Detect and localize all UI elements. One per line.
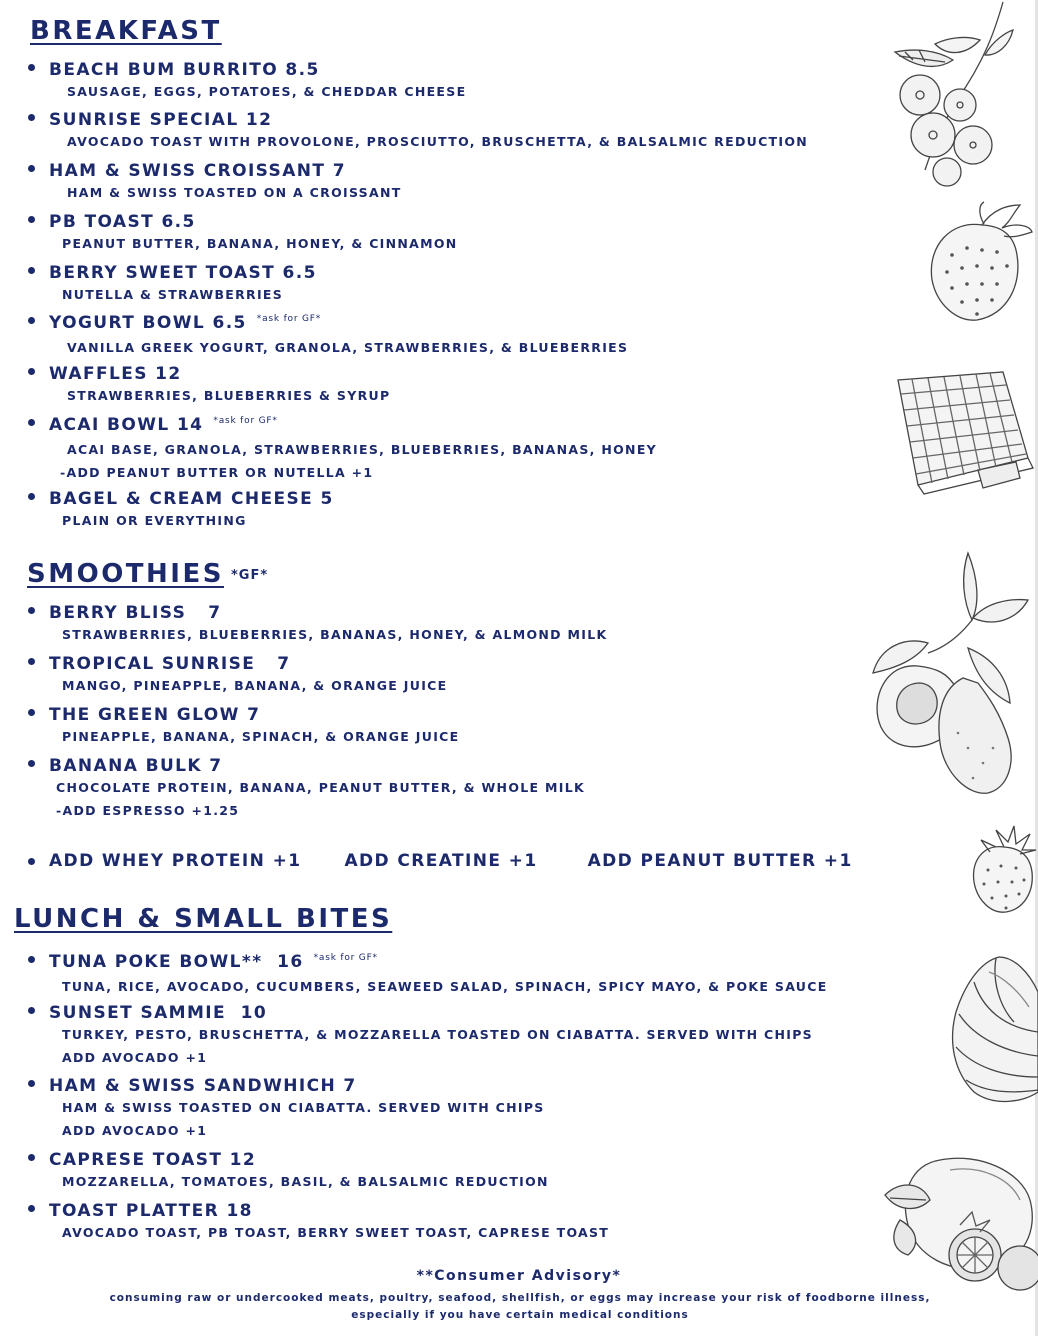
item-desc: VANILLA GREEK YOGURT, GRANOLA, STRAWBERRIES, & BLUEBERRIES (67, 340, 629, 355)
item-desc: HAM & SWISS TOASTED ON A CROISSANT (67, 185, 402, 200)
bullet-icon (28, 114, 35, 121)
item-title: SUNSET SAMMIE 10 (49, 1003, 268, 1023)
item-title: THE GREEN GLOW 7 (49, 705, 261, 725)
bullet-icon (28, 858, 35, 865)
item-title: BEACH BUM BURRITO 8.5 (49, 60, 320, 80)
item-title: CAPRESE TOAST 12 (49, 1150, 257, 1170)
bullet-icon (28, 368, 35, 375)
bullet-icon (28, 64, 35, 71)
strawberry-small-icon (966, 822, 1038, 916)
menu-item (28, 364, 390, 407)
item-desc: STRAWBERRIES, BLUEBERRIES, BANANAS, HONEY, & ALMOND MILK (62, 627, 608, 642)
lunch-heading: LUNCH & SMALL BITES (14, 904, 393, 934)
menu-item (28, 705, 459, 748)
item-title: BANANA BULK 7 (49, 756, 223, 776)
item-desc: TURKEY, PESTO, BRUSCHETTA, & MOZZARELLA TOASTED ON CIABATTA. SERVED WITH CHIPS (62, 1027, 813, 1042)
menu-item (28, 60, 466, 103)
menu-item (28, 161, 402, 204)
smoothies-gf-tag: *GF* (231, 568, 269, 583)
addon-peanut-butter: ADD PEANUT BUTTER +1 (587, 851, 853, 871)
addon-creatine: ADD CREATINE +1 (344, 851, 538, 871)
menu-item (28, 603, 607, 646)
gf-note: *ask for GF* (313, 953, 378, 963)
item-desc-addon: -ADD PEANUT BUTTER OR NUTELLA +1 (60, 465, 374, 480)
bullet-icon (28, 165, 35, 172)
smoothies-heading: SMOOTHIES (27, 559, 224, 589)
item-desc: SAUSAGE, EGGS, POTATOES, & CHEDDAR CHEESE (67, 84, 467, 99)
waffle-icon (888, 370, 1038, 500)
caprese-icon (880, 1150, 1038, 1300)
bullet-icon (28, 709, 35, 716)
item-desc: PEANUT BUTTER, BANANA, HONEY, & CINNAMON (62, 236, 458, 251)
item-desc: HAM & SWISS TOASTED ON CIABATTA. SERVED WITH CHIPS (62, 1100, 545, 1115)
bullet-icon (28, 267, 35, 274)
item-title: TROPICAL SUNRISE 7 (49, 654, 291, 674)
item-desc: ACAI BASE, GRANOLA, STRAWBERRIES, BLUEBERRIES, BANANAS, HONEY (67, 442, 658, 457)
bullet-icon (28, 419, 35, 426)
item-desc-addon: ADD AVOCADO +1 (62, 1050, 208, 1065)
gf-note: *ask for GF* (213, 416, 278, 426)
item-desc: PINEAPPLE, BANANA, SPINACH, & ORANGE JUICE (62, 729, 460, 744)
item-title: ACAI BOWL 14 (49, 415, 204, 435)
avocado-branch-icon (868, 548, 1038, 803)
item-desc: NUTELLA & STRAWBERRIES (62, 287, 284, 302)
item-title: TOAST PLATTER 18 (49, 1201, 253, 1221)
item-desc: CHOCOLATE PROTEIN, BANANA, PEANUT BUTTER, & WHOLE MILK (56, 780, 585, 795)
bullet-icon (28, 493, 35, 500)
bullet-icon (28, 216, 35, 223)
item-title: YOGURT BOWL 6.5 (49, 313, 247, 333)
menu-item (28, 415, 657, 484)
gf-note: *ask for GF* (256, 314, 322, 324)
smoothie-addons (28, 851, 896, 871)
bullet-icon (28, 607, 35, 614)
blueberry-branch-icon (885, 0, 1015, 190)
menu-item (28, 952, 828, 998)
strawberry-icon (922, 200, 1034, 325)
item-desc-addon: -ADD ESPRESSO +1.25 (56, 803, 240, 818)
item-title: PB TOAST 6.5 (49, 212, 196, 232)
item-title: WAFFLES 12 (49, 364, 182, 384)
breakfast-heading: BREAKFAST (30, 16, 222, 46)
bullet-icon (28, 1205, 35, 1212)
item-desc: STRAWBERRIES, BLUEBERRIES & SYRUP (67, 388, 391, 403)
menu-item (28, 212, 458, 255)
menu-item (28, 756, 585, 822)
menu-item (28, 489, 334, 532)
menu-item (28, 654, 447, 697)
bullet-icon (28, 1007, 35, 1014)
item-title: BERRY BLISS 7 (49, 603, 222, 623)
bullet-icon (28, 317, 35, 324)
menu-item (28, 263, 317, 306)
menu-item (28, 110, 808, 153)
menu-item (28, 1003, 813, 1069)
item-title: BAGEL & CREAM CHEESE 5 (49, 489, 334, 509)
menu-item (28, 1076, 545, 1142)
bullet-icon (28, 1080, 35, 1087)
item-title: SUNRISE SPECIAL 12 (49, 110, 273, 130)
item-desc: MANGO, PINEAPPLE, BANANA, & ORANGE JUICE (62, 678, 448, 693)
item-desc: TUNA, RICE, AVOCADO, CUCUMBERS, SEAWEED SALAD, SPINACH, SPICY MAYO, & POKE SAUCE (62, 979, 828, 994)
croissant-icon (944, 952, 1038, 1107)
item-desc-addon: ADD AVOCADO +1 (62, 1123, 208, 1138)
menu-item (28, 313, 628, 359)
advisory-title: **Consumer Advisory* (416, 1268, 622, 1284)
menu-item (28, 1150, 549, 1193)
item-desc: MOZZARELLA, TOMATOES, BASIL, & BALSALMIC REDUCTION (62, 1174, 549, 1189)
item-desc: AVOCADO TOAST, PB TOAST, BERRY SWEET TOAST, CAPRESE TOAST (62, 1225, 610, 1240)
advisory-text: consuming raw or undercooked meats, poultry, seafood, shellfish, or eggs may increase your risk of foodborne illness, especially if you have certain medical conditions (109, 1292, 931, 1321)
item-desc: AVOCADO TOAST WITH PROVOLONE, PROSCIUTTO, BRUSCHETTA, & BALSALMIC REDUCTION (67, 134, 809, 149)
item-title: TUNA POKE BOWL** 16 (49, 952, 304, 972)
item-title: HAM & SWISS SANDWHICH 7 (49, 1076, 357, 1096)
bullet-icon (28, 956, 35, 963)
menu-item (28, 1201, 609, 1244)
item-desc: PLAIN OR EVERYTHING (62, 513, 247, 528)
bullet-icon (28, 1154, 35, 1161)
addon-whey: ADD WHEY PROTEIN +1 (49, 851, 302, 871)
bullet-icon (28, 658, 35, 665)
item-title: BERRY SWEET TOAST 6.5 (49, 263, 317, 283)
item-title: HAM & SWISS CROISSANT 7 (49, 161, 346, 181)
bullet-icon (28, 760, 35, 767)
